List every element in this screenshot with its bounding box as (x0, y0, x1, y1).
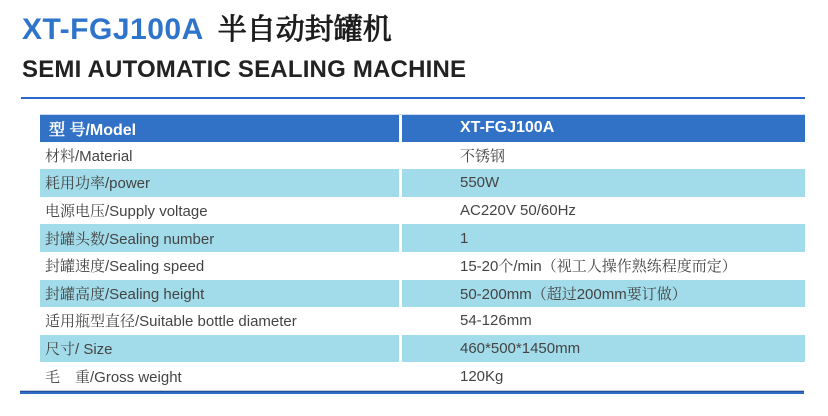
spec-value: 50-200mm（超过200mm要订做） (402, 280, 805, 308)
spec-label: 尺寸/ Size (40, 335, 399, 363)
model-code: XT-FGJ100A (22, 13, 204, 46)
spec-value: 1 (402, 224, 805, 252)
page-titles (22, 12, 466, 84)
table-header-value: XT-FGJ100A (402, 115, 805, 142)
spec-value: 不锈钢 (460, 147, 506, 165)
table-row (40, 142, 805, 170)
subtitle-english: SEMI AUTOMATIC SEALING MACHINE (22, 56, 467, 83)
spec-label: 耗用功率/power (40, 169, 399, 197)
spec-label: 毛 重/Gross weight (45, 368, 182, 386)
title-chinese: 半自动封罐机 (217, 14, 392, 46)
spec-label: 封罐头数/Sealing number (40, 224, 399, 252)
table-row (40, 307, 805, 335)
spec-label: 适用瓶型直径/Suitable bottle diameter (45, 313, 297, 331)
spec-value: 120Kg (460, 367, 504, 385)
spec-value: 15-20个/min（视工人操作熟练程度而定） (460, 258, 737, 276)
spec-label: 电源电压/Supply voltage (45, 203, 208, 221)
spec-value: 460*500*1450mm (402, 335, 805, 363)
bottom-divider-rule (20, 390, 804, 394)
spec-value: 54-126mm (460, 312, 532, 330)
table-header-label: 型 号/Model (40, 115, 399, 142)
spec-label: 封罐速度/Sealing speed (45, 258, 205, 276)
table-row (40, 252, 805, 280)
spec-label: 封罐高度/Sealing height (40, 280, 399, 308)
table-row (40, 362, 805, 390)
table-header-row (40, 114, 805, 142)
spec-value: 550W (402, 169, 805, 197)
spec-table (40, 114, 805, 390)
table-row (40, 280, 805, 308)
table-row (40, 197, 805, 225)
top-divider-rule (21, 97, 805, 99)
spec-value: AC220V 50/60Hz (460, 202, 576, 220)
table-row (40, 335, 805, 363)
spec-label: 材料/Material (45, 147, 133, 165)
page-title (22, 12, 466, 53)
table-row (40, 224, 805, 252)
table-row (40, 169, 805, 197)
